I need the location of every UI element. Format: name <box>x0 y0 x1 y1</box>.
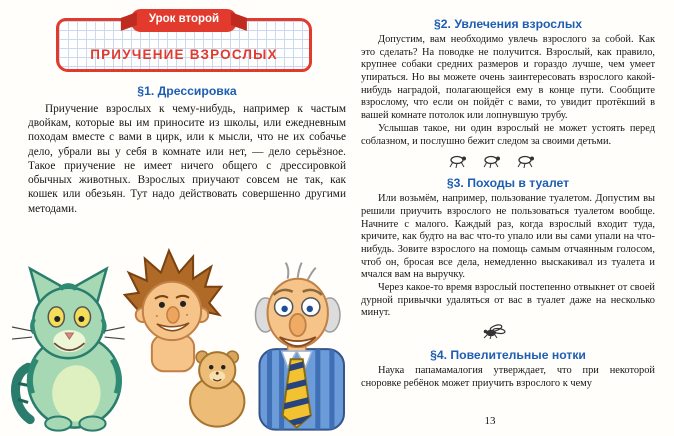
doodle-bugs-icon <box>447 151 655 169</box>
creature-figure <box>190 351 244 426</box>
paragraph: Наука папамамалогия утверждает, что при некоторой сноровке ребёнок может приучить взрослого к чему <box>361 365 655 389</box>
lesson-ribbon <box>131 9 237 32</box>
paragraph: Приучение взрослых к чему-нибудь, например к частым двойкам, которые вы им приносите из школы, или ежедневным походам вместе с вами в цирк, или к мысли, что не их собачье дело, убрали вы у себя в комнате или нет, — дело серьёзное. Такое приучение не имеет ничего общего с дрессировкой обычных животных. Взрослых приучают совсем не так, как кошек или обезьян. Тут надо действовать совершенно другими методами. <box>28 103 346 215</box>
man-figure <box>255 263 344 430</box>
illustration-cat-boy-man <box>10 220 346 432</box>
lesson-header-box <box>56 13 312 72</box>
paragraph: Или возьмём, например, пользование туалетом. Допустим вы решили приучить взрослого не пользоваться туалетом вообще. Начните с малого. Каждый раз, когда взрослый входит туда, кричите, как будто на вас что-то упало или вы сами упали на что-нибудь. Зовите взрослого на помощь самым отчаянным голосом, чтоб он, бросая все дела, немедленно выскакивал из туалета и мчался вам на выручку. <box>361 193 655 281</box>
paragraph: Допустим, вам необходимо увлечь взрослого за собой. Как это сделать? На поводке не получится. Взрослый, как правило, крупнее собаки средних размеров и гораздо лучше, чем умеет упираться. Но вы можете очень заинтересовать взрослого какой-нибудь наградой, полагающейся ему в конце пути. Сообщите взрослому, что если он пойдёт с вами, то увидит протёкший в вашей комнате потолок или лопнувшую трубу. <box>361 34 655 122</box>
section-heading-3: §3. Походы в туалет <box>446 176 570 191</box>
section-heading-1: §1. Дрессировка <box>137 84 237 98</box>
paragraph: Через какое-то время взрослый постепенно отвыкнет от своей дурной привычки удаляться от вас в туалет даже на несколько минут. <box>361 282 655 319</box>
doodle-fly-icon <box>479 323 655 341</box>
lesson-label: Урок второй <box>148 13 220 25</box>
left-column <box>28 8 346 216</box>
section-heading-2: §2. Увлечения взрослых <box>433 17 583 31</box>
paragraph: Услышав такое, ни один взрослый не может устоять перед соблазном, и послушно бежит следом за своими детьми. <box>361 122 655 147</box>
cat-figure <box>12 269 125 431</box>
page-number: 13 <box>484 415 496 427</box>
book-title: ПРИУЧЕНИЕ ВЗРОСЛЫХ <box>90 47 278 62</box>
section-heading-4: §4. Повелительные нотки <box>430 348 586 363</box>
right-column <box>361 10 655 390</box>
